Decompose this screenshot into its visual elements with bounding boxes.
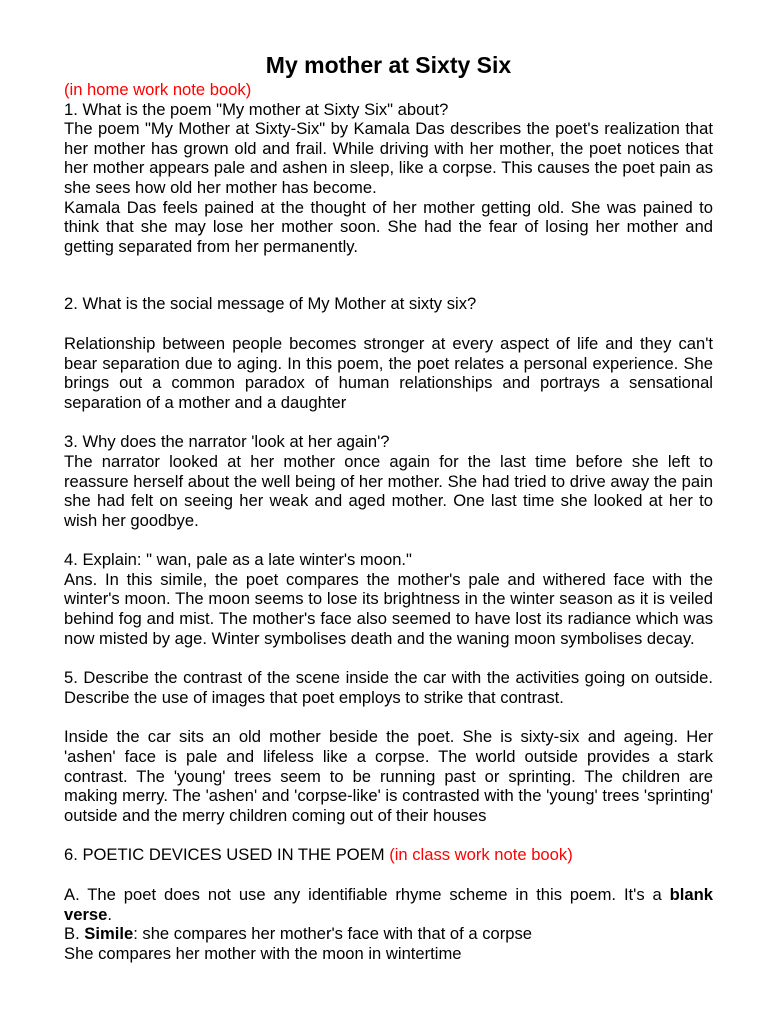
spacer (64, 314, 713, 334)
answer-5: Inside the car sits an old mother beside the poet. She is sixty-six and ageing. Her 'ashen' face is pale and lifeless like a corpse. The world outside provides a stark contrast. The 'young' trees seem to be running past or sprinting. The children are making merry. The 'ashen' and 'corpse-like' is contrasted with the 'young' trees 'sprinting' outside and the merry children coming out of their houses (64, 727, 713, 825)
question-6 (64, 845, 713, 865)
spacer (64, 648, 713, 668)
device-b (64, 924, 713, 944)
class-work-note: (in class work note book) (389, 845, 573, 865)
device-a-term: blank verse (64, 885, 713, 924)
spacer (64, 530, 713, 550)
answer-1-part-a: The poem "My Mother at Sixty-Six" by Kamala Das describes the poet's realization that her mother has grown old and frail. While driving with her mother, the poet notices that her mother appears pale and ashen in sleep, like a corpse. This causes the poet pain as she sees how old her mother has become. (64, 119, 713, 197)
device-b-term: Simile (84, 924, 134, 944)
answer-4: Ans. In this simile, the poet compares the mother's pale and withered face with the winter's moon. The moon seems to lose its brightness in the winter season as it is veiled behind fog and mist. The mother's face also seemed to have lost its radiance which was now misted by age. Winter symbolises death and the waning moon symbolises decay. (64, 569, 713, 648)
answer-2: Relationship between people becomes stronger at every aspect of life and they can't bear separation due to aging. In this poem, the poet relates a personal experience. She brings out a common paradox of human relationships and portrays a sensational separation of a mother and a daughter (64, 333, 713, 412)
question-1: 1. What is the poem "My mother at Sixty Six" about? (64, 99, 449, 119)
question-5: 5. Describe the contrast of the scene inside the car with the activities going on outside. Describe the use of images that poet employs to strike that contrast. (64, 668, 713, 707)
device-b-continued: She compares her mother with the moon in wintertime (64, 943, 462, 963)
answer-1-part-b: Kamala Das feels pained at the thought of her mother getting old. She was pained to think that she may lose her mother soon. She had the fear of losing her mother and getting separated from her permanently. (64, 197, 713, 256)
question-2: 2. What is the social message of My Mother at sixty six? (64, 294, 477, 314)
device-b-prefix: B. (64, 924, 85, 944)
question-3: 3. Why does the narrator 'look at her again'? (64, 432, 390, 452)
device-a-end: . (107, 904, 112, 924)
home-work-note: (in home work note book) (64, 80, 252, 99)
spacer (64, 707, 713, 727)
question-4: 4. Explain: " wan, pale as a late winter's moon." (64, 550, 412, 570)
device-a-text: A. The poet does not use any identifiable rhyme scheme in this poem. It's a (64, 885, 670, 904)
spacer (64, 256, 713, 294)
spacer (64, 412, 713, 432)
device-b-text: : she compares her mother's face with that of a corpse (133, 924, 533, 944)
document-title: My mother at Sixty Six (265, 52, 512, 78)
device-a (64, 885, 713, 924)
answer-3: The narrator looked at her mother once again for the last time before she left to reassure herself about the well being of her mother. She had tried to drive away the pain she had felt on seeing her weak and aged mother. One last time she looked at her to wish her goodbye. (64, 451, 713, 530)
spacer (64, 825, 713, 845)
poetic-devices-heading: 6. POETIC DEVICES USED IN THE POEM (64, 845, 390, 865)
spacer (64, 865, 713, 885)
